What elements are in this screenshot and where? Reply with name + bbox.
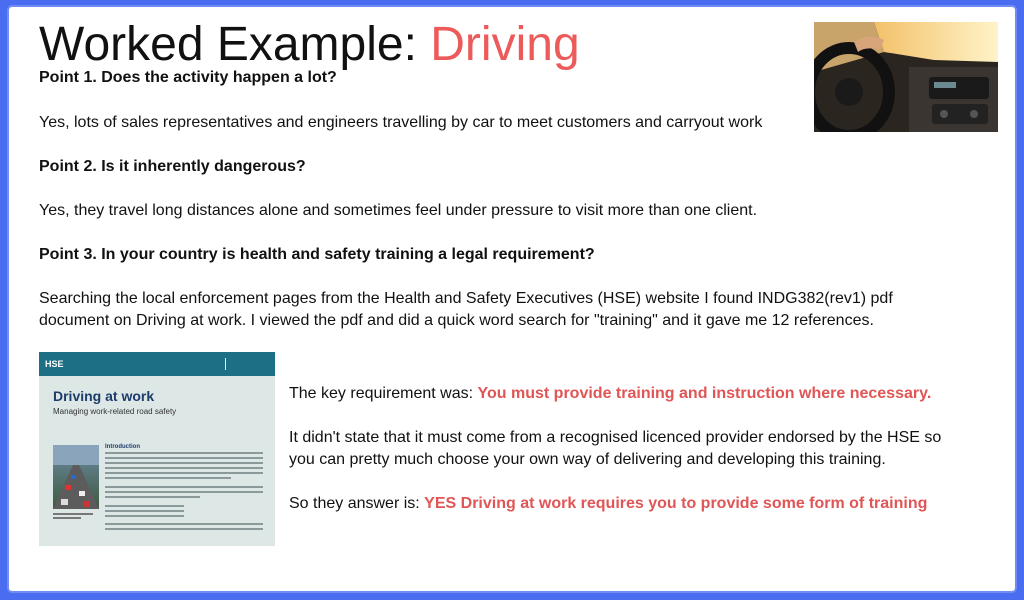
point2-heading: Point 2. Is it inherently dangerous? <box>39 158 306 175</box>
leaflet-body-text <box>105 444 263 533</box>
point3-answer: Searching the local enforcement pages from the Health and Safety Executives (HSE) website I found INDG382(rev1) pdf document on Driving at work. I viewed the pdf and did a quick word search for "training" and it gave me 12 references. <box>39 290 893 329</box>
key-requirement <box>289 383 969 405</box>
leaflet-header-mark <box>225 358 259 370</box>
leaflet-section-heading: Introduction <box>105 444 140 450</box>
point2-answer: Yes, they travel long distances alone and sometimes feel under pressure to visit more than one client. <box>39 202 758 219</box>
point3-heading: Point 3. In your country is health and safety training a legal requirement? <box>39 246 595 263</box>
hse-logo: HSE <box>45 359 64 369</box>
title-prefix: Worked Example: <box>39 18 431 71</box>
point1-answer: Yes, lots of sales representatives and engineers travelling by car to meet customers and carryout work <box>39 114 763 131</box>
provider-note: It didn't state that it must come from a recognised licenced provider endorsed by the HSE so you can pretty much choose your own way of delivering and developing this training. <box>289 429 942 468</box>
leaflet-subtitle: Managing work-related road safety <box>53 407 177 416</box>
conclusion-lead: So they answer is: <box>289 495 425 512</box>
slide-title <box>39 15 580 75</box>
leaflet-title: Driving at work <box>53 388 155 404</box>
title-accent: Driving <box>430 18 580 71</box>
traffic-photo-icon <box>53 445 99 509</box>
key-requirement-highlight: You must provide training and instruction where necessary. <box>477 385 932 402</box>
conclusion-highlight: YES Driving at work requires you to provide some form of training <box>424 495 928 512</box>
slide <box>9 7 1015 591</box>
car-dashboard-photo <box>814 22 998 132</box>
hse-leaflet-thumbnail <box>39 352 275 546</box>
leaflet-caption-lines <box>53 513 93 519</box>
leaflet-header-bar <box>39 352 275 376</box>
key-requirement-lead: The key requirement was: <box>289 385 478 402</box>
point1-heading: Point 1. Does the activity happen a lot? <box>39 69 337 86</box>
car-dashboard-icon <box>814 22 998 132</box>
conclusion <box>289 493 969 515</box>
